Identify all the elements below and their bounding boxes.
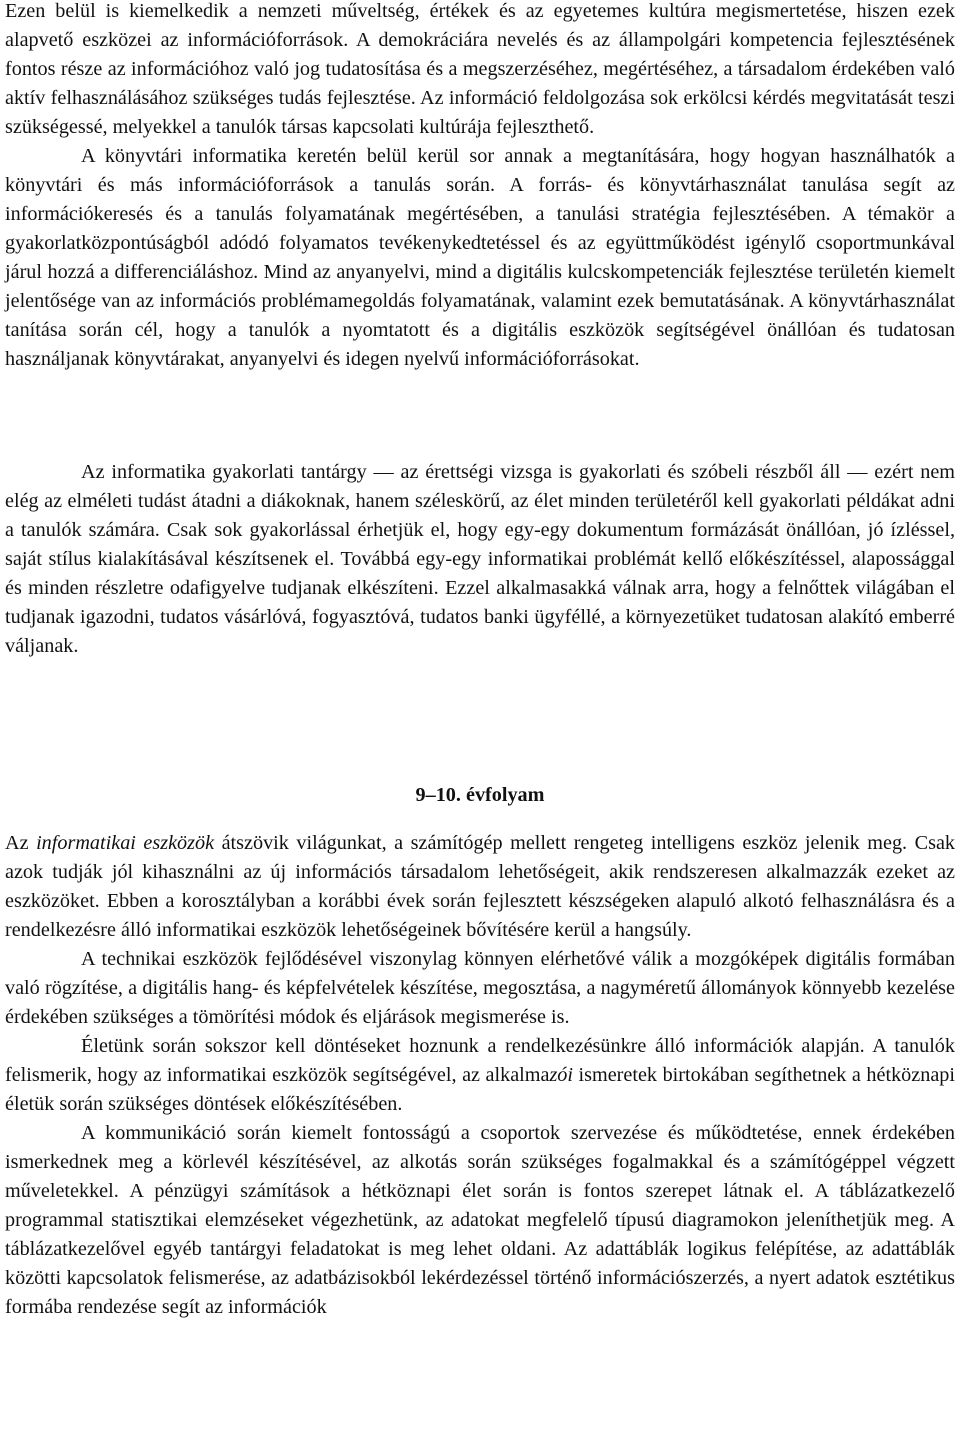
paragraph-practical-subject: Az informatika gyakorlati tantárgy — az érettségi vizsga is gyakorlati és szóbeli részből áll — ezért nem elég az elméleti tudást átadni a diákoknak, hanem széleskörű, az élet minden területéről kell gyakorlati példákat adni a tanulók számára. Csak sok gyakorlással érhetjük el, hogy egy-egy dokumentum formázását önállóan, jó ízléssel, saját stílus kialakításával készítsenek el. Továbbá egy-egy informatikai problémát kellő előkészítéssel, alapossággal és minden részletre odafigyelve tudjanak elkészíteni. Ezzel alkalmasakká válnak arra, hogy a felnőttek világában el tudjanak igazodni, tudatos vásárlóvá, fogyasztóvá, tudatos banki ügyféllé, a környezetüket tudatosan alakító emberré váljanak. bbox=[5, 461, 955, 657]
intro-section bbox=[5, 0, 955, 374]
intro-text-after: átszövik világunkat, a számítógép mellett rengeteg intelligens eszköz jelenik meg. Csak azok tudják jól kihasználni az új információs társadalom lehetőségeit, akik rendszeresen alkalmazzák ezeket az eszközöket. Ebben a korosztályban a korábbi évek során fejlesztett készségeken alapuló alkotó felhasználásra és a rendelkezésre álló informatikai eszközök lehetőségeinek bővítésére kerül a hangsúly. bbox=[5, 832, 956, 941]
paragraph-communication: A kommunikáció során kiemelt fontosságú a csoportok szervezése és működtetése, ennek érdekében ismerkednek meg a körlevél készítésével, az alkotás során szükséges fogalmakkal és a számítógéppel végzett műveletekkel. A pénzügyi számítások a hétköznapi élet során is fontos szerepet látnak el. A táblázatkezelő programmal statisztikai elemzéseket végezhetünk, az adatokat megfelelő típusú diagramokon jeleníthetjük meg. A táblázatkezelővel egyéb tantárgyi feladatokat is meg lehet oldani. Az adattáblák logikus felépítése, az adattáblák közötti kapcsolatok felismerése, az adatbázisokból lekérdezéssel történő információszerzés, a nyert adatok esztétikus formába rendezése segít az információk bbox=[5, 1122, 955, 1318]
paragraph-decisions bbox=[5, 1032, 955, 1119]
intro-emphasis: informatikai eszközök bbox=[36, 832, 215, 854]
decisions-italic: zói bbox=[549, 1064, 573, 1086]
grade-section bbox=[5, 829, 955, 1322]
decisions-text-before: Életünk során sokszor kell döntéseket hoznunk a rendelkezésünkre álló információk alapján. A tanulók felismerik, hogy az informatikai eszközök segítségével, az alkalma bbox=[5, 1035, 955, 1086]
grade-heading: 9–10. évfolyam bbox=[415, 784, 545, 806]
paragraph-technical-tools: A technikai eszközök fejlődésével viszonylag könnyen elérhetővé válik a mozgóképek digitális formában való rögzítése, a digitális hang- és képfelvételek készítése, megosztása, a nagyméretű állományok könnyebb kezelése érdekében szükséges a tömörítési módok és eljárások megismerése is. bbox=[5, 948, 955, 1028]
paragraph-it-tools bbox=[5, 829, 955, 945]
practice-section bbox=[5, 458, 955, 661]
paragraph-library-informatics: A könyvtári informatika keretén belül kerül sor annak a megtanítására, hogy hogyan használhatók a könyvtári és más információforrások a tanulás során. A forrás- és könyvtárhasználat tanulása segít az információkeresés és a tanulás folyamatának megértésében, a tanulási stratégia fejlesztésében. A témakör a gyakorlatközpontúságból adódó folyamatos tevékenykedtetéssel és az együttműködést igénylő csoportmunkával járul hozzá a differenciáláshoz. Mind az anyanyelvi, mind a digitális kulcskompetenciák fejlesztése területén kiemelt jelentősége van az információs problémamegoldás folyamatának, valamint ezek bemutatásának. A könyvtárhasználat tanítása során cél, hogy a tanulók a nyomtatott és a digitális eszközök segítségével önállóan és tudatosan használjanak könyvtárakat, anyanyelvi és idegen nyelvű információforrásokat. bbox=[5, 145, 955, 370]
paragraph-culture: Ezen belül is kiemelkedik a nemzeti műveltség, értékek és az egyetemes kultúra megismertetése, hiszen ezek alapvető eszközei az információforrások. A demokráciára nevelés és az állampolgári kompetencia fejlesztésének fontos része az információhoz való jog tudatosítása és a megszerzéséhez, megértéséhez, a társadalom érdekében való aktív felhasználásához szükséges tudás fejlesztése. Az információ feldolgozása sok erkölcsi kérdés megvitatását teszi szükségessé, melyekkel a tanulók társas kapcsolati kultúrája fejleszthető. bbox=[5, 0, 955, 138]
intro-text-before: Az bbox=[5, 832, 37, 854]
decisions-text-after: ismeretek birtokában segíthetnek a hétköznapi életük során szükséges döntések előkészítésében. bbox=[5, 1064, 955, 1115]
